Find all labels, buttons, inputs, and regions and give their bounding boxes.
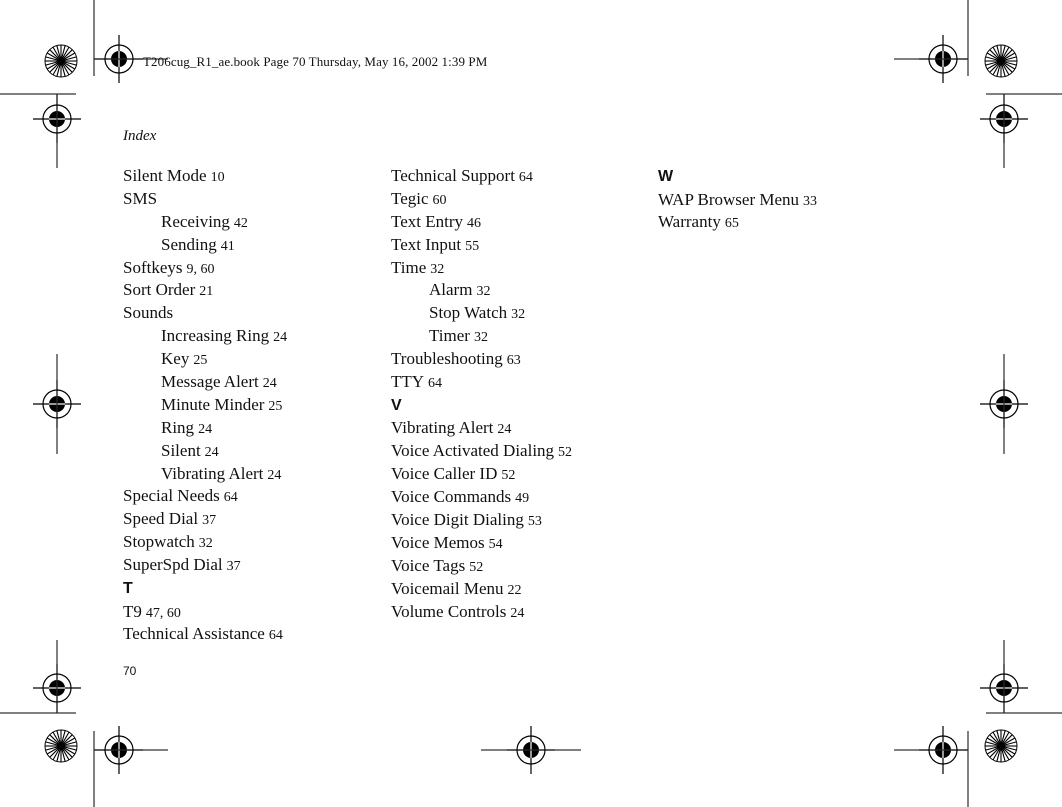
index-term: Increasing Ring [161,326,270,346]
index-page-ref: 22 [507,582,522,598]
index-term: Timer [429,326,470,346]
index-subentry [123,463,287,486]
index-page-ref: 52 [469,559,484,575]
index-term: Vibrating Alert [391,418,494,438]
index-term: Voice Activated Dialing [391,441,555,461]
index-term: W [658,168,674,185]
index-subentry [123,440,287,463]
index-letter-heading [123,577,287,601]
star-target-top-right [985,45,1017,77]
index-letter-heading [658,165,817,189]
index-entry [391,348,572,371]
registration-mark-bottom-left [94,726,168,774]
index-subentry [123,394,287,417]
index-entry [123,485,287,508]
index-entry [391,463,572,486]
index-page-ref: 9, 60 [186,261,215,277]
index-term: Message Alert [161,372,259,392]
index-column-2 [391,165,572,623]
index-page-ref: 25 [268,398,283,414]
index-entry [391,555,572,578]
index-entry [391,509,572,532]
registration-mark-left-top [33,94,81,168]
index-term: Silent Mode [123,166,207,185]
index-entry [391,440,572,463]
index-column-3 [658,165,817,234]
index-subentry [123,234,287,257]
index-page-ref: 64 [223,490,238,506]
index-page-ref: 46 [466,215,481,231]
registration-mark-left-middle [33,354,81,454]
index-page-ref: 24 [198,421,213,437]
index-entry [123,165,287,188]
index-page-ref: 32 [476,284,491,300]
index-page-ref: 47, 60 [145,605,181,621]
index-entry [391,371,572,394]
index-page-ref: 32 [473,330,488,346]
index-page-ref: 64 [518,170,533,185]
index-entry [391,486,572,509]
index-term: Troubleshooting [391,349,503,369]
index-entry [658,211,817,234]
index-entry [391,257,572,280]
registration-mark-top-right [894,35,968,83]
registration-mark-right-middle [980,354,1028,454]
index-page-ref: 21 [199,284,214,300]
registration-mark-right-top [980,94,1028,168]
index-term: Warranty [658,212,721,232]
page-number: 70 [123,664,137,678]
index-term: SuperSpd Dial [123,555,223,575]
index-entry [123,601,287,624]
index-term: Sounds [123,303,174,323]
index-page-ref: 63 [506,353,521,369]
index-page-ref: 25 [193,353,208,369]
star-target-bottom-right [985,730,1017,762]
index-term: Ring [161,417,195,437]
index-term: Tegic [391,188,429,208]
index-page-ref: 24 [497,422,512,438]
index-entry [123,508,287,531]
index-entry [123,531,287,554]
index-subentry [123,371,287,394]
index-subentry [123,348,287,371]
index-term: Minute Minder [161,394,265,414]
section-title: Index [123,128,157,144]
index-page-ref: 55 [465,238,480,254]
index-page-ref: 52 [501,468,516,484]
registration-mark-bottom-center [481,726,581,774]
index-term: V [391,396,402,414]
star-target-top-left [45,45,77,77]
registration-mark-left-bottom [33,640,81,713]
index-page-ref: 49 [515,491,530,507]
index-entry [391,165,572,188]
index-entry [123,279,287,302]
index-term: Voicemail Menu [391,578,504,598]
index-page-ref: 37 [226,559,241,575]
index-entry [391,601,572,624]
index-entry [391,578,572,601]
index-entry [391,417,572,440]
index-term: Voice Tags [391,555,466,575]
index-column-1 [123,165,287,646]
index-page-ref: 24 [510,605,525,621]
index-term: Stopwatch [123,532,195,552]
index-subentry [123,417,287,440]
index-entry [658,189,817,212]
index-term: Silent [161,440,201,460]
index-page-ref: 64 [268,628,283,644]
index-term: Softkeys [123,257,183,277]
index-term: Speed Dial [123,509,199,529]
index-page-ref: 32 [511,307,526,323]
index-page-ref: 60 [432,192,447,208]
index-term: Time [391,257,427,277]
index-term: Sort Order [123,280,196,300]
index-page-ref: 54 [488,536,503,552]
index-entry [123,554,287,577]
index-entry [391,211,572,234]
index-entry [123,257,287,280]
index-entry [123,302,287,325]
index-term: Voice Memos [391,532,485,552]
index-term: Voice Digit Dialing [391,509,524,529]
index-subentry [123,325,287,348]
index-page-ref: 24 [267,467,282,483]
index-term: Alarm [429,280,473,300]
index-page-ref: 10 [210,170,225,185]
index-term: Text Entry [391,211,463,231]
index-term: Technical Assistance [123,624,265,644]
index-term: TTY [391,372,425,392]
index-subentry [391,325,572,348]
index-page-ref: 24 [273,330,288,346]
index-term: WAP Browser Menu [658,189,800,209]
index-subentry [391,279,572,302]
index-entry [391,234,572,257]
index-page-ref: 41 [220,238,235,254]
index-term: Voice Commands [391,487,512,507]
index-subentry [391,302,572,325]
index-letter-heading [391,394,572,418]
index-term: Volume Controls [391,601,507,621]
index-term: T [123,580,133,598]
registration-mark-right-bottom [980,640,1028,713]
index-page-ref: 65 [724,216,739,232]
index-page-ref: 42 [233,215,248,231]
index-term: Receiving [161,211,230,231]
index-term: Vibrating Alert [161,463,264,483]
registration-mark-bottom-right [894,726,968,774]
index-entry [123,188,287,211]
index-entry [391,532,572,555]
index-term: SMS [123,188,158,208]
index-term: Stop Watch [429,303,508,323]
index-page-ref: 33 [803,193,818,209]
running-head: T206cug_R1_ae.book Page 70 Thursday, May 16, 2002 1:39 PM [143,54,488,69]
index-entry [391,188,572,211]
index-page-ref: 24 [262,376,277,392]
index-subentry [123,211,287,234]
index-page-ref: 53 [527,513,542,529]
index-page-ref: 24 [204,444,219,460]
star-target-bottom-left [45,730,77,762]
index-page-ref: 52 [558,445,573,461]
index-term: Special Needs [123,486,220,506]
index-term: Sending [161,234,217,254]
index-term: Voice Caller ID [391,464,498,484]
index-term: Text Input [391,234,462,254]
index-page-ref: 32 [198,536,213,552]
index-entry [123,623,287,646]
index-page-ref: 37 [202,513,217,529]
index-term: T9 [123,601,142,621]
index-term: Technical Support [391,166,515,185]
index-page-ref: 64 [428,376,443,392]
index-page-ref: 32 [430,261,445,277]
index-term: Key [161,349,190,369]
